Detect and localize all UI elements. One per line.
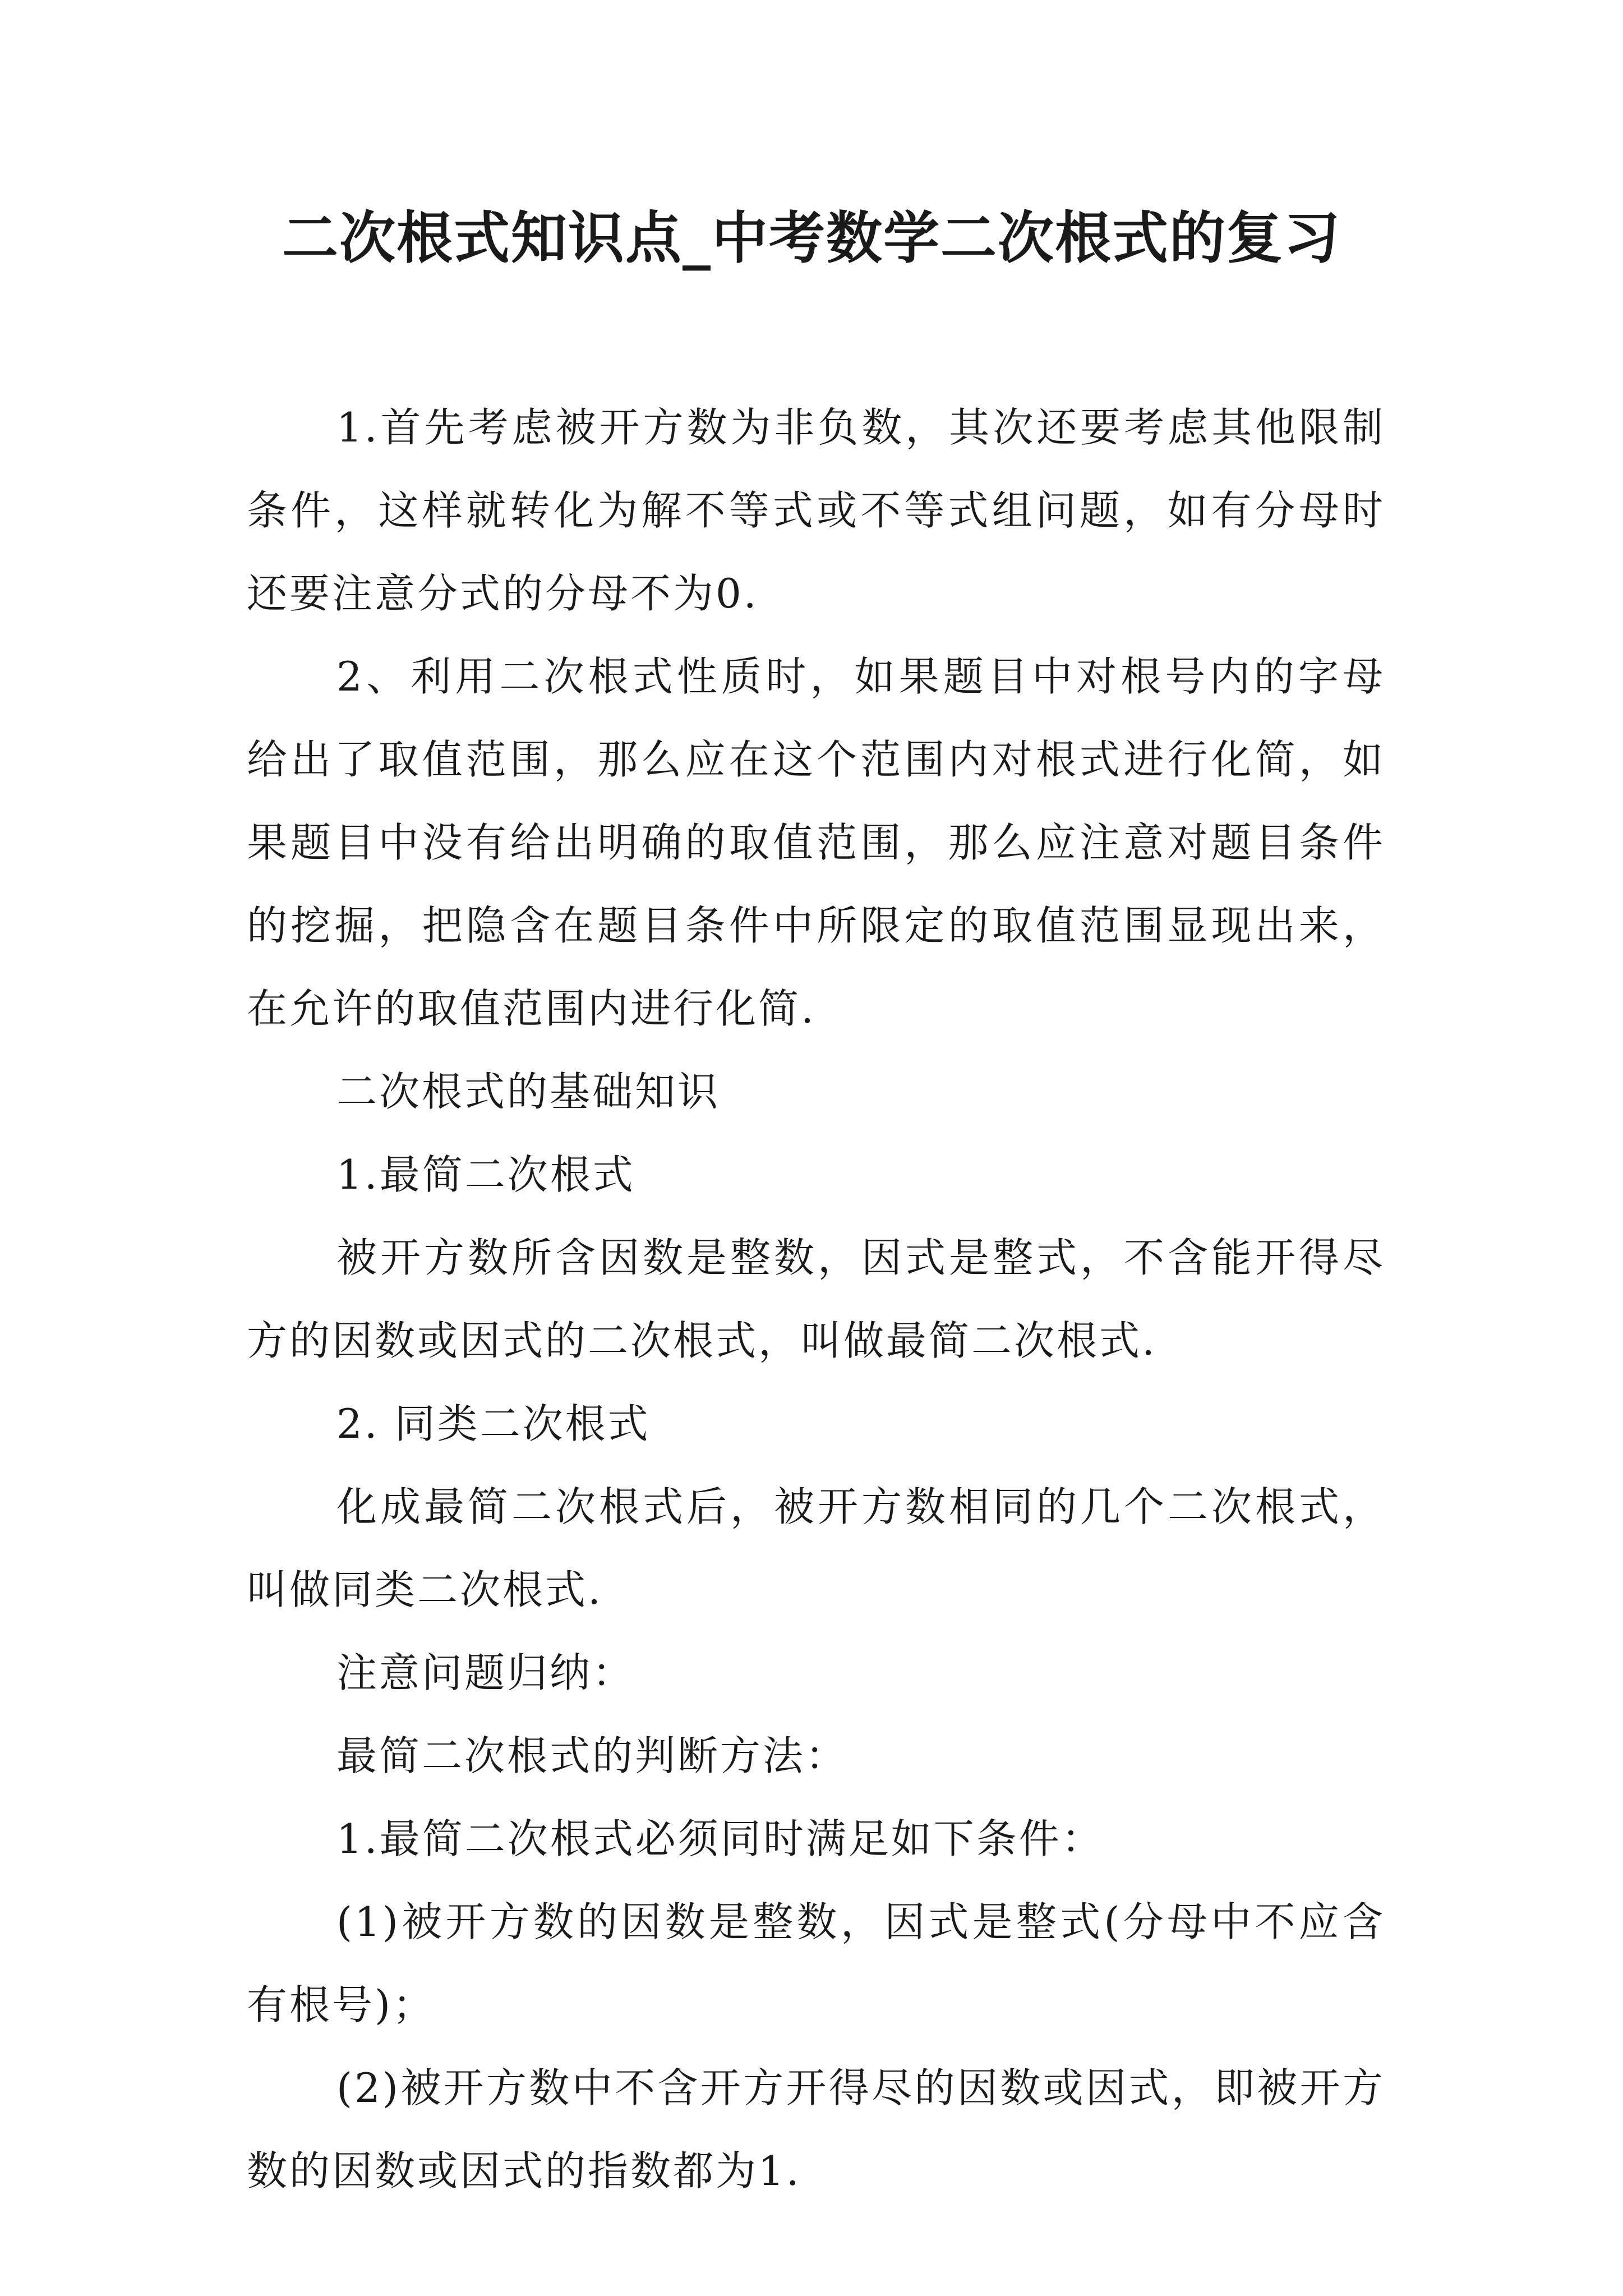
paragraph-domain-condition: 1.首先考虑被开方数为非负数，其次还要考虑其他限制条件，这样就转化为解不等式或不等式组问题，如有分母时还要注意分式的分母不为0. [247,404,1385,617]
paragraph-like-radicals-definition: 化成最简二次根式后，被开方数相同的几个二次根式，叫做同类二次根式. [247,1483,1385,1613]
paragraph-property-simplify: 2、利用二次根式性质时，如果题目中对根号内的字母给出了取值范围，那么应在这个范围内对根式进行化简，如果题目中没有给出明确的取值范围，那么应注意对题目条件的挖掘，把隐含在题目条件中所限定的取值范围显现出来，在允许的取值范围内进行化简. [247,653,1385,1032]
paragraph-condition-2: (2)被开方数中不含开方开得尽的因数或因式，即被开方数的因数或因式的指数都为1. [247,2064,1385,2194]
document-title: 二次根式知识点_中考数学二次根式的复习 [282,205,1341,271]
subheading-judgement-method: 最简二次根式的判断方法： [336,1732,849,1779]
paragraph-conditions-intro: 1.最简二次根式必须同时满足如下条件： [336,1815,1104,1862]
document-body [247,386,1385,2212]
paragraph-simplest-radical-definition: 被开方数所含因数是整数，因式是整式，不含能开得尽方的因数或因式的二次根式，叫做最简二次根式. [247,1234,1385,1364]
section-heading-basics: 二次根式的基础知识 [336,1068,721,1115]
subheading-simplest-radical: 1.最简二次根式 [336,1151,635,1198]
paragraph-condition-1: (1)被开方数的因数是整数，因式是整式(分母中不应含有根号)； [247,1898,1385,2028]
subheading-like-radicals: 2. 同类二次根式 [336,1400,651,1447]
section-heading-notes: 注意问题归纳： [336,1649,635,1696]
